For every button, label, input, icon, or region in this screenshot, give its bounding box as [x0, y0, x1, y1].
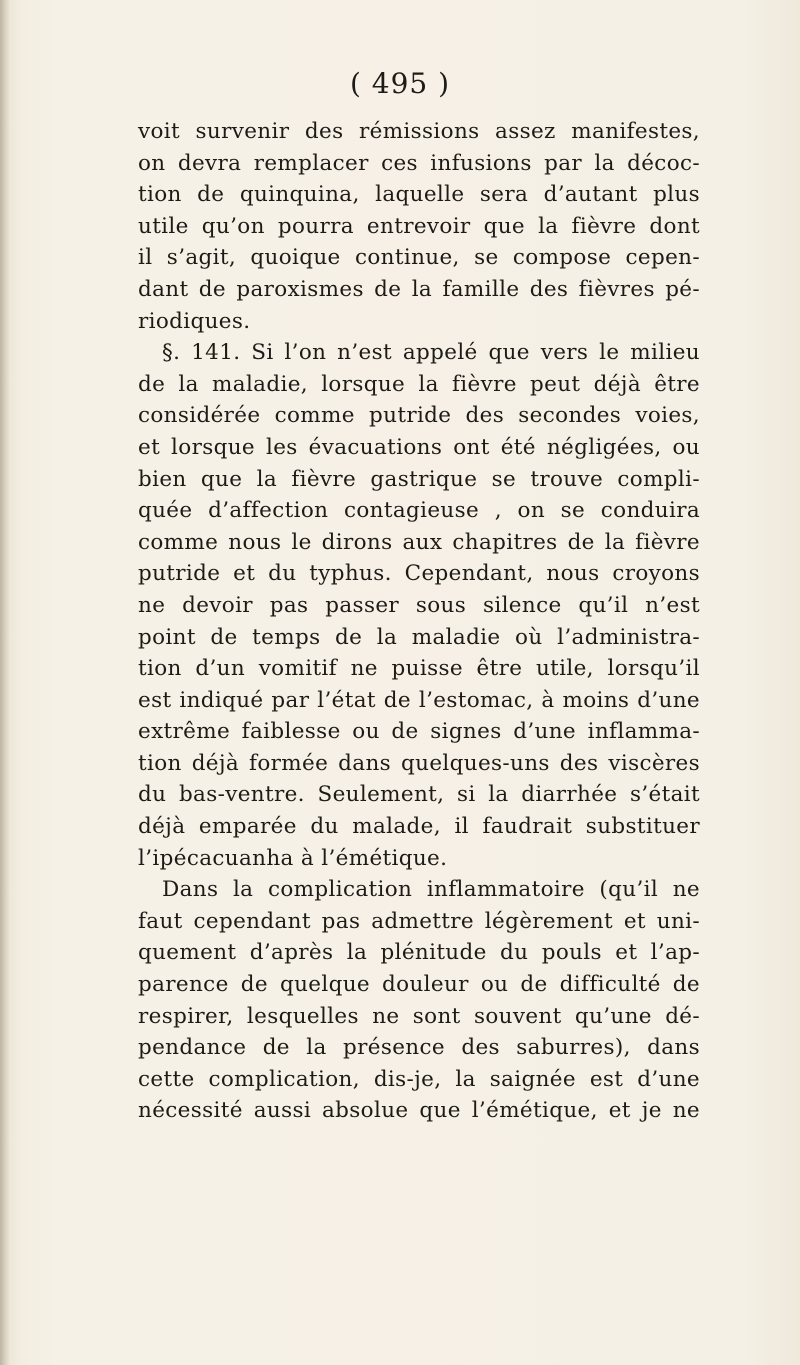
text-line: et lorsque les évacuations ont été négligées, ou — [138, 434, 700, 460]
text-line: tion déjà formée dans quelques-uns des viscères — [138, 750, 700, 776]
text-line: pendance de la présence des saburres), dans — [138, 1035, 700, 1061]
text-line: faut cependant pas admettre légèrement et uni- — [138, 908, 700, 934]
text-line: cette complication, dis-je, la saignée est d’une — [138, 1066, 700, 1092]
text-line: ne devoir pas passer sous silence qu’il n’est — [138, 592, 700, 618]
text-line: comme nous le dirons aux chapitres de la fièvre — [138, 529, 700, 555]
text-line: il s’agit, quoique continue, se compose cepen- — [138, 245, 700, 271]
section-start-line: §. 141. Si l’on n’est appelé que vers le milieu — [162, 340, 700, 366]
body-text — [138, 116, 700, 1127]
page-number: ( 495 ) — [349, 67, 451, 100]
text-line: point de temps de la maladie où l’administra- — [138, 624, 700, 650]
text-line: dant de paroxismes de la famille des fièvres pé- — [138, 276, 700, 302]
text-line: on devra remplacer ces infusions par la décoc- — [138, 150, 700, 176]
text-line: voit survenir des rémissions assez manifestes, — [138, 119, 700, 144]
text-line: bien que la fièvre gastrique se trouve compli- — [138, 466, 700, 492]
text-line: quée d’affection contagieuse , on se conduira — [138, 498, 700, 524]
text-line: tion d’un vomitif ne puisse être utile, lorsqu’il — [138, 656, 700, 682]
text-line: utile qu’on pourra entrevoir que la fièvre dont — [138, 213, 700, 239]
text-line: extrême faiblesse ou de signes d’une inflamma- — [138, 719, 700, 745]
text-line: du bas-ventre. Seulement, si la diarrhée s’était — [138, 782, 700, 808]
binding-gutter — [0, 0, 10, 1365]
paragraph-start-line: Dans la complication inflammatoire (qu’il ne — [162, 877, 700, 903]
text-line: l’ipécacuanha à l’émétique. — [138, 845, 448, 871]
text-line: respirer, lesquelles ne sont souvent qu’une dé- — [138, 1003, 700, 1029]
text-line: quement d’après la plénitude du pouls et l’ap- — [138, 940, 700, 966]
text-line: de la maladie, lorsque la fièvre peut déjà être — [138, 371, 700, 397]
text-line: considérée comme putride des secondes voies, — [138, 403, 700, 429]
text-line: putride et du typhus. Cependant, nous croyons — [138, 561, 700, 587]
text-line: parence de quelque douleur ou de difficulté de — [138, 972, 700, 998]
text-line: est indiqué par l’état de l’estomac, à moins d’une — [138, 687, 700, 713]
text-line: tion de quinquina, laquelle sera d’autant plus — [138, 182, 700, 208]
text-line: déjà emparée du malade, il faudrait substituer — [138, 814, 700, 840]
text-line: nécessité aussi absolue que l’émétique, et je ne — [138, 1098, 700, 1124]
text-line: riodiques. — [138, 308, 251, 334]
